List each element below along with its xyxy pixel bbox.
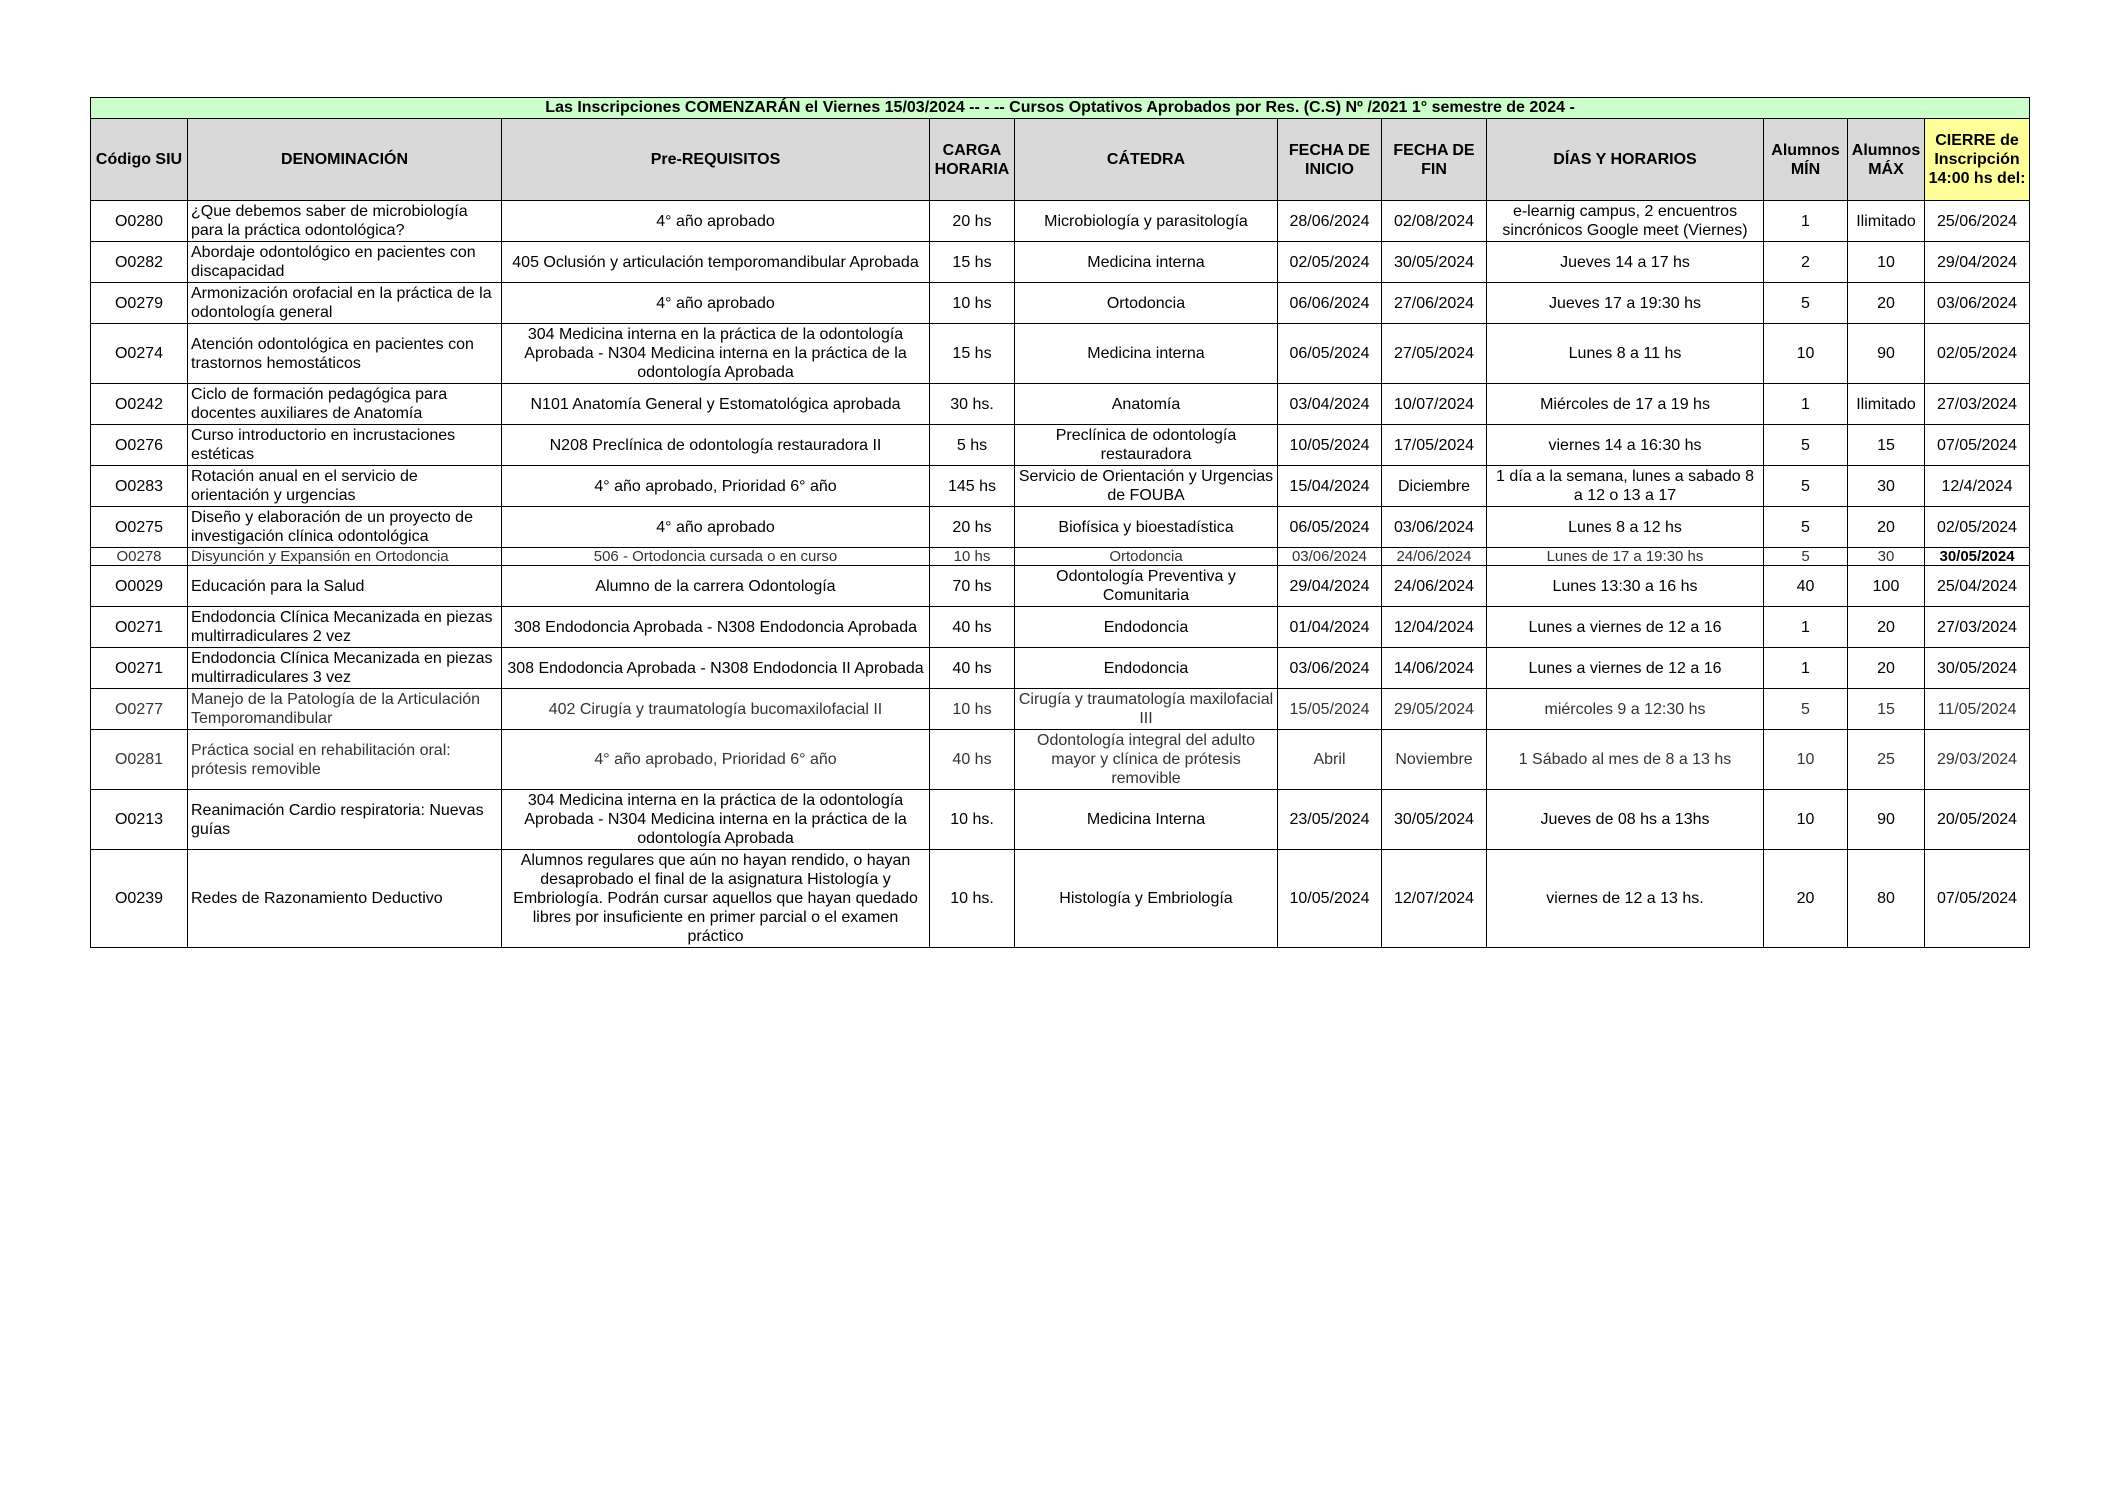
cell-codigo: O0274 <box>91 324 188 384</box>
cell-denominacion: Redes de Razonamiento Deductivo <box>188 850 502 948</box>
cell-prerequisitos: Alumno de la carrera Odontología <box>502 566 930 607</box>
cell-prerequisitos: 4° año aprobado <box>502 507 930 548</box>
header-row <box>91 119 2030 201</box>
cell-max: 20 <box>1848 648 1925 689</box>
cell-min: 1 <box>1764 607 1848 648</box>
cell-catedra: Preclínica de odontología restauradora <box>1015 425 1278 466</box>
cell-fin: 27/06/2024 <box>1382 283 1487 324</box>
cell-carga: 15 hs <box>930 324 1015 384</box>
cell-min: 1 <box>1764 648 1848 689</box>
table-row <box>91 607 2030 648</box>
cell-fin: 10/07/2024 <box>1382 384 1487 425</box>
cell-prerequisitos: 4° año aprobado <box>502 201 930 242</box>
cell-inicio: 10/05/2024 <box>1278 425 1382 466</box>
cell-cierre: 02/05/2024 <box>1925 324 2030 384</box>
cell-codigo: O0271 <box>91 648 188 689</box>
cell-max: 25 <box>1848 730 1925 790</box>
cell-inicio: 15/05/2024 <box>1278 689 1382 730</box>
cell-catedra: Histología y Embriología <box>1015 850 1278 948</box>
table-row <box>91 507 2030 548</box>
cell-carga: 15 hs <box>930 242 1015 283</box>
table-row <box>91 324 2030 384</box>
cell-catedra: Anatomía <box>1015 384 1278 425</box>
cell-denominacion: ¿Que debemos saber de microbiología para la práctica odontológica? <box>188 201 502 242</box>
cell-carga: 40 hs <box>930 607 1015 648</box>
cell-cierre: 27/03/2024 <box>1925 607 2030 648</box>
cell-inicio: 06/05/2024 <box>1278 507 1382 548</box>
cell-codigo: O0213 <box>91 790 188 850</box>
cell-catedra: Medicina interna <box>1015 324 1278 384</box>
table-row <box>91 548 2030 566</box>
cell-carga: 20 hs <box>930 201 1015 242</box>
cell-cierre: 02/05/2024 <box>1925 507 2030 548</box>
cell-catedra: Cirugía y traumatología maxilofacial III <box>1015 689 1278 730</box>
cell-cierre: 11/05/2024 <box>1925 689 2030 730</box>
cell-horarios: miércoles 9 a 12:30 hs <box>1487 689 1764 730</box>
cell-fin: Diciembre <box>1382 466 1487 507</box>
cell-denominacion: Atención odontológica en pacientes con trastornos hemostáticos <box>188 324 502 384</box>
cell-inicio: 23/05/2024 <box>1278 790 1382 850</box>
cell-max: Ilimitado <box>1848 384 1925 425</box>
cell-fin: 03/06/2024 <box>1382 507 1487 548</box>
cell-catedra: Microbiología y parasitología <box>1015 201 1278 242</box>
cell-codigo: O0278 <box>91 548 188 566</box>
cell-max: 30 <box>1848 466 1925 507</box>
cell-cierre: 12/4/2024 <box>1925 466 2030 507</box>
cell-prerequisitos: 4° año aprobado, Prioridad 6° año <box>502 730 930 790</box>
cell-codigo: O0271 <box>91 607 188 648</box>
cell-max: 90 <box>1848 790 1925 850</box>
cell-cierre: 30/05/2024 <box>1925 648 2030 689</box>
cell-denominacion: Manejo de la Patología de la Articulación Temporomandibular <box>188 689 502 730</box>
cell-fin: 12/07/2024 <box>1382 850 1487 948</box>
cell-fin: 12/04/2024 <box>1382 607 1487 648</box>
cell-max: 15 <box>1848 689 1925 730</box>
cell-carga: 145 hs <box>930 466 1015 507</box>
cell-max: 90 <box>1848 324 1925 384</box>
header-catedra: CÁTEDRA <box>1015 119 1278 201</box>
cell-prerequisitos: N101 Anatomía General y Estomatológica aprobada <box>502 384 930 425</box>
cell-inicio: 29/04/2024 <box>1278 566 1382 607</box>
cell-catedra: Servicio de Orientación y Urgencias de FOUBA <box>1015 466 1278 507</box>
header-carga: CARGA HORARIA <box>930 119 1015 201</box>
cell-carga: 20 hs <box>930 507 1015 548</box>
cell-inicio: 06/05/2024 <box>1278 324 1382 384</box>
cell-cierre: 29/03/2024 <box>1925 730 2030 790</box>
cell-fin: 24/06/2024 <box>1382 548 1487 566</box>
table-row <box>91 689 2030 730</box>
cell-inicio: 28/06/2024 <box>1278 201 1382 242</box>
cell-codigo: O0029 <box>91 566 188 607</box>
cell-denominacion: Reanimación Cardio respiratoria: Nuevas guías <box>188 790 502 850</box>
cell-catedra: Endodoncia <box>1015 607 1278 648</box>
header-max: Alumnos MÁX <box>1848 119 1925 201</box>
cell-fin: 29/05/2024 <box>1382 689 1487 730</box>
table-row <box>91 790 2030 850</box>
cell-codigo: O0276 <box>91 425 188 466</box>
cell-inicio: Abril <box>1278 730 1382 790</box>
cell-carga: 10 hs <box>930 689 1015 730</box>
cell-denominacion: Rotación anual en el servicio de orientación y urgencias <box>188 466 502 507</box>
table-body <box>91 201 2030 948</box>
table-row <box>91 850 2030 948</box>
cell-cierre: 29/04/2024 <box>1925 242 2030 283</box>
courses-sheet <box>90 97 2029 948</box>
cell-fin: Noviembre <box>1382 730 1487 790</box>
cell-inicio: 15/04/2024 <box>1278 466 1382 507</box>
header-min: Alumnos MÍN <box>1764 119 1848 201</box>
cell-inicio: 03/06/2024 <box>1278 648 1382 689</box>
cell-max: 100 <box>1848 566 1925 607</box>
cell-horarios: viernes de 12 a 13 hs. <box>1487 850 1764 948</box>
cell-codigo: O0283 <box>91 466 188 507</box>
cell-fin: 27/05/2024 <box>1382 324 1487 384</box>
cell-carga: 10 hs. <box>930 850 1015 948</box>
cell-max: 10 <box>1848 242 1925 283</box>
cell-prerequisitos: 304 Medicina interna en la práctica de la odontología Aprobada - N304 Medicina interna en la práctica de la odontología Aprobada <box>502 324 930 384</box>
cell-fin: 24/06/2024 <box>1382 566 1487 607</box>
table-row <box>91 730 2030 790</box>
cell-denominacion: Endodoncia Clínica Mecanizada en piezas multirradiculares 3 vez <box>188 648 502 689</box>
cell-horarios: Lunes 8 a 12 hs <box>1487 507 1764 548</box>
table-row <box>91 242 2030 283</box>
cell-cierre: 03/06/2024 <box>1925 283 2030 324</box>
header-inicio: FECHA DE INICIO <box>1278 119 1382 201</box>
cell-catedra: Biofísica y bioestadística <box>1015 507 1278 548</box>
cell-catedra: Endodoncia <box>1015 648 1278 689</box>
cell-horarios: Jueves 14 a 17 hs <box>1487 242 1764 283</box>
cell-horarios: Jueves de 08 hs a 13hs <box>1487 790 1764 850</box>
cell-codigo: O0281 <box>91 730 188 790</box>
cell-prerequisitos: 304 Medicina interna en la práctica de la odontología Aprobada - N304 Medicina interna en la práctica de la odontología Aprobada <box>502 790 930 850</box>
cell-carga: 10 hs. <box>930 790 1015 850</box>
cell-max: 80 <box>1848 850 1925 948</box>
table-row <box>91 201 2030 242</box>
cell-inicio: 06/06/2024 <box>1278 283 1382 324</box>
cell-prerequisitos: 402 Cirugía y traumatología bucomaxilofacial II <box>502 689 930 730</box>
header-prerequisitos: Pre-REQUISITOS <box>502 119 930 201</box>
cell-prerequisitos: 4° año aprobado <box>502 283 930 324</box>
cell-max: 15 <box>1848 425 1925 466</box>
cell-carga: 10 hs <box>930 283 1015 324</box>
cell-horarios: Lunes de 17 a 19:30 hs <box>1487 548 1764 566</box>
cell-prerequisitos: 308 Endodoncia Aprobada - N308 Endodoncia II Aprobada <box>502 648 930 689</box>
cell-horarios: 1 Sábado al mes de 8 a 13 hs <box>1487 730 1764 790</box>
cell-horarios: Lunes a viernes de 12 a 16 <box>1487 607 1764 648</box>
cell-inicio: 02/05/2024 <box>1278 242 1382 283</box>
cell-horarios: e-learnig campus, 2 encuentros sincrónicos Google meet (Viernes) <box>1487 201 1764 242</box>
cell-catedra: Ortodoncia <box>1015 283 1278 324</box>
cell-horarios: Lunes 8 a 11 hs <box>1487 324 1764 384</box>
cell-fin: 17/05/2024 <box>1382 425 1487 466</box>
cell-codigo: O0280 <box>91 201 188 242</box>
table-row <box>91 283 2030 324</box>
cell-horarios: Lunes 13:30 a 16 hs <box>1487 566 1764 607</box>
cell-min: 1 <box>1764 201 1848 242</box>
cell-catedra: Odontología Preventiva y Comunitaria <box>1015 566 1278 607</box>
cell-prerequisitos: 308 Endodoncia Aprobada - N308 Endodoncia Aprobada <box>502 607 930 648</box>
cell-denominacion: Curso introductorio en incrustaciones estéticas <box>188 425 502 466</box>
cell-denominacion: Abordaje odontológico en pacientes con discapacidad <box>188 242 502 283</box>
cell-denominacion: Endodoncia Clínica Mecanizada en piezas multirradiculares 2 vez <box>188 607 502 648</box>
cell-prerequisitos: N208 Preclínica de odontología restauradora II <box>502 425 930 466</box>
cell-inicio: 10/05/2024 <box>1278 850 1382 948</box>
cell-codigo: O0239 <box>91 850 188 948</box>
cell-denominacion: Educación para la Salud <box>188 566 502 607</box>
cell-cierre: 25/04/2024 <box>1925 566 2030 607</box>
cell-prerequisitos: 506 - Ortodoncia cursada o en curso <box>502 548 930 566</box>
cell-cierre: 07/05/2024 <box>1925 425 2030 466</box>
cell-carga: 40 hs <box>930 730 1015 790</box>
cell-denominacion: Disyunción y Expansión en Ortodoncia <box>188 548 502 566</box>
table-row <box>91 466 2030 507</box>
cell-inicio: 01/04/2024 <box>1278 607 1382 648</box>
cell-codigo: O0275 <box>91 507 188 548</box>
table-row <box>91 566 2030 607</box>
cell-min: 10 <box>1764 730 1848 790</box>
cell-horarios: Miércoles de 17 a 19 hs <box>1487 384 1764 425</box>
table-row <box>91 384 2030 425</box>
cell-inicio: 03/04/2024 <box>1278 384 1382 425</box>
cell-min: 5 <box>1764 466 1848 507</box>
cell-fin: 30/05/2024 <box>1382 790 1487 850</box>
cell-codigo: O0279 <box>91 283 188 324</box>
cell-cierre: 07/05/2024 <box>1925 850 2030 948</box>
cell-cierre: 27/03/2024 <box>1925 384 2030 425</box>
cell-fin: 14/06/2024 <box>1382 648 1487 689</box>
cell-denominacion: Armonización orofacial en la práctica de la odontología general <box>188 283 502 324</box>
cell-horarios: viernes 14 a 16:30 hs <box>1487 425 1764 466</box>
cell-catedra: Medicina interna <box>1015 242 1278 283</box>
cell-min: 5 <box>1764 689 1848 730</box>
table-row <box>91 425 2030 466</box>
cell-min: 40 <box>1764 566 1848 607</box>
cell-cierre: 30/05/2024 <box>1925 548 2030 566</box>
cell-catedra: Odontología integral del adulto mayor y clínica de prótesis removible <box>1015 730 1278 790</box>
cell-carga: 70 hs <box>930 566 1015 607</box>
cell-max: 30 <box>1848 548 1925 566</box>
cell-max: 20 <box>1848 283 1925 324</box>
cell-min: 10 <box>1764 790 1848 850</box>
cell-catedra: Ortodoncia <box>1015 548 1278 566</box>
cell-codigo: O0282 <box>91 242 188 283</box>
cell-max: 20 <box>1848 507 1925 548</box>
cell-denominacion: Diseño y elaboración de un proyecto de investigación clínica odontológica <box>188 507 502 548</box>
cell-min: 5 <box>1764 548 1848 566</box>
cell-catedra: Medicina Interna <box>1015 790 1278 850</box>
cell-prerequisitos: 4° año aprobado, Prioridad 6° año <box>502 466 930 507</box>
header-horarios: DÍAS Y HORARIOS <box>1487 119 1764 201</box>
cell-codigo: O0277 <box>91 689 188 730</box>
cell-min: 5 <box>1764 507 1848 548</box>
cell-horarios: Jueves 17 a 19:30 hs <box>1487 283 1764 324</box>
cell-min: 2 <box>1764 242 1848 283</box>
cell-prerequisitos: 405 Oclusión y articulación temporomandibular Aprobada <box>502 242 930 283</box>
cell-max: 20 <box>1848 607 1925 648</box>
table-row <box>91 648 2030 689</box>
cell-fin: 30/05/2024 <box>1382 242 1487 283</box>
cell-denominacion: Ciclo de formación pedagógica para docentes auxiliares de Anatomía <box>188 384 502 425</box>
cell-min: 1 <box>1764 384 1848 425</box>
cell-carga: 10 hs <box>930 548 1015 566</box>
cell-horarios: 1 día a la semana, lunes a sabado 8 a 12 o 13 a 17 <box>1487 466 1764 507</box>
cell-carga: 5 hs <box>930 425 1015 466</box>
cell-codigo: O0242 <box>91 384 188 425</box>
cell-inicio: 03/06/2024 <box>1278 548 1382 566</box>
cell-min: 5 <box>1764 283 1848 324</box>
cell-min: 5 <box>1764 425 1848 466</box>
cell-cierre: 20/05/2024 <box>1925 790 2030 850</box>
header-denominacion: DENOMINACIÓN <box>188 119 502 201</box>
header-fin: FECHA DE FIN <box>1382 119 1487 201</box>
cell-prerequisitos: Alumnos regulares que aún no hayan rendido, o hayan desaprobado el final de la asignatura Histología y Embriología. Podrán cursar aquellos que hayan quedado libres por insuficiente en primer parcial o el examen práctico <box>502 850 930 948</box>
cell-denominacion: Práctica social en rehabilitación oral: prótesis removible <box>188 730 502 790</box>
cell-fin: 02/08/2024 <box>1382 201 1487 242</box>
cell-min: 10 <box>1764 324 1848 384</box>
header-cierre: CIERRE de Inscripción 14:00 hs del: <box>1925 119 2030 201</box>
courses-table <box>90 97 2030 948</box>
cell-horarios: Lunes a viernes de 12 a 16 <box>1487 648 1764 689</box>
header-codigo: Código SIU <box>91 119 188 201</box>
cell-min: 20 <box>1764 850 1848 948</box>
cell-max: Ilimitado <box>1848 201 1925 242</box>
cell-carga: 40 hs <box>930 648 1015 689</box>
cell-cierre: 25/06/2024 <box>1925 201 2030 242</box>
banner-title: Las Inscripciones COMENZARÁN el Viernes 15/03/2024 -- - -- Cursos Optativos Aprobados por Res. (C.S) Nº /2021 1° semestre de 2024 - <box>91 98 2030 119</box>
cell-carga: 30 hs. <box>930 384 1015 425</box>
